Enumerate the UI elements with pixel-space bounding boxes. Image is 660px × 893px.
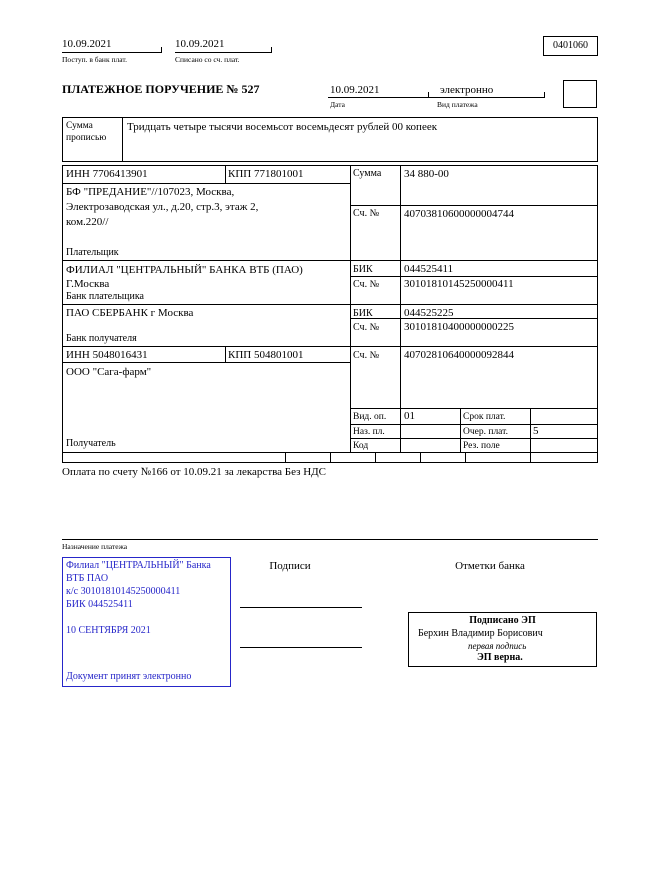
underline — [62, 52, 162, 53]
table-line — [62, 462, 598, 463]
table-line — [350, 165, 351, 452]
table-line — [62, 304, 598, 305]
purpose-label: Назначение платежа — [62, 542, 128, 551]
underline — [62, 539, 598, 540]
form-code-box: 0401060 — [543, 36, 598, 56]
esign-signer-name: Берхин Владимир Борисович — [418, 628, 543, 639]
date-received: 10.09.2021 — [62, 38, 112, 50]
amount-words-label: Сумма прописью — [66, 121, 107, 143]
payee-section-label: Получатель — [66, 438, 116, 449]
payee-inn: ИНН 5048016431 — [66, 349, 148, 361]
underline — [175, 52, 272, 53]
label-received: Поступ. в банк плат. — [62, 55, 127, 64]
table-line — [225, 346, 226, 362]
table-line — [350, 424, 598, 425]
payer-bank-account-label: Сч. № — [353, 279, 380, 290]
payee-account-label: Сч. № — [353, 350, 380, 361]
table-line — [400, 165, 401, 452]
table-line — [350, 408, 598, 409]
vid-op-value: 01 — [404, 410, 415, 422]
stamp-date: 10 СЕНТЯБРЯ 2021 — [66, 625, 151, 636]
label-kind: Вид платежа — [437, 100, 478, 109]
empty-code-box — [563, 80, 597, 108]
payee-bank-section-label: Банк получателя — [66, 333, 137, 344]
payer-bank-section-label: Банк плательщика — [66, 291, 144, 302]
payee-bank-name: ПАО СБЕРБАНК г Москва — [66, 307, 194, 319]
esign-title: Подписано ЭП — [469, 615, 536, 626]
tick-mark — [544, 92, 545, 98]
stamp-bank-name-line1: Филиал "ЦЕНТРАЛЬНЫЙ" Банка — [66, 560, 211, 571]
tick-mark — [271, 47, 272, 53]
payer-inn: ИНН 7706413901 — [66, 168, 148, 180]
tick-mark — [428, 92, 429, 98]
label-date: Дата — [330, 100, 345, 109]
kod-label: Код — [353, 441, 369, 451]
amount-words-value: Тридцать четыре тысячи восемьсот восемьдесят рублей 00 копеек — [127, 121, 438, 133]
srok-plat-label: Срок плат. — [463, 412, 506, 422]
table-line — [122, 117, 123, 162]
document-title: ПЛАТЕЖНОЕ ПОРУЧЕНИЕ № 527 — [62, 82, 260, 96]
payee-name: ООО "Сага-фарм" — [66, 366, 152, 378]
payee-bank-bik: 044525225 — [404, 307, 454, 319]
ocher-plat-value: 5 — [533, 425, 539, 437]
payer-bank-account: 30101810145250000411 — [404, 278, 514, 290]
label-debited: Списано со сч. плат. — [175, 55, 240, 64]
payer-account-label: Сч. № — [353, 208, 380, 219]
payer-bank-name: ФИЛИАЛ "ЦЕНТРАЛЬНЫЙ" БАНКА ВТБ (ПАО) Г.Москва — [66, 264, 303, 290]
tick-mark — [161, 47, 162, 53]
ocher-plat-label: Очер. плат. — [463, 427, 508, 437]
date-debited: 10.09.2021 — [175, 38, 225, 50]
vid-op-label: Вид. оп. — [353, 412, 387, 422]
purpose-text: Оплата по счету №166 от 10.09.21 за лекарства Без НДС — [62, 466, 327, 478]
table-line — [375, 452, 376, 462]
table-line — [62, 183, 350, 184]
esign-role: первая подпись — [468, 641, 527, 651]
payer-bank-bik-label: БИК — [353, 264, 373, 275]
table-line — [350, 276, 598, 277]
table-line — [350, 438, 598, 439]
esign-verified: ЭП верна. — [477, 652, 523, 663]
sum-value: 34 880-00 — [404, 168, 449, 180]
table-line — [460, 408, 461, 452]
payment-kind: электронно — [440, 84, 494, 96]
stamp-bank-name-line2: ВТБ ПАО — [66, 573, 109, 584]
sum-label: Сумма — [353, 168, 382, 179]
table-line — [350, 318, 598, 319]
payer-kpp: КПП 771801001 — [228, 168, 304, 180]
bank-marks-heading: Отметки банка — [455, 560, 525, 572]
table-line — [62, 260, 598, 261]
stamp-bik: БИК 044525411 — [66, 599, 133, 610]
table-line — [62, 165, 598, 166]
table-line — [350, 205, 598, 206]
stamp-status: Документ принят электронно — [66, 671, 192, 682]
signature-line — [240, 607, 362, 608]
table-line — [330, 452, 331, 462]
table-line — [597, 165, 598, 462]
payer-account: 40703810600000004744 — [404, 208, 514, 220]
payer-name: БФ "ПРЕДАНИЕ"//107023, Москва, Электрозаводская ул., д.20, стр.3, этаж 2, ком.220// — [66, 186, 259, 228]
naz-pl-label: Наз. пл. — [353, 427, 385, 437]
payee-kpp: КПП 504801001 — [228, 349, 304, 361]
payee-account: 40702810640000092844 — [404, 349, 514, 361]
document-date: 10.09.2021 — [330, 84, 380, 96]
table-line — [530, 408, 531, 452]
stamp-corr-account: к/с 30101810145250000411 — [66, 586, 181, 597]
rez-pole-label: Рез. поле — [463, 441, 500, 451]
table-line — [62, 362, 350, 363]
payer-bank-bik: 044525411 — [404, 263, 454, 275]
table-line — [465, 452, 466, 462]
payee-bank-account-label: Сч. № — [353, 322, 380, 333]
payee-bank-account: 30101810400000000225 — [404, 321, 514, 333]
signature-line — [240, 647, 362, 648]
table-line — [225, 165, 226, 183]
underline — [328, 97, 545, 98]
signatures-heading: Подписи — [269, 560, 311, 572]
table-line — [285, 452, 286, 462]
table-line — [420, 452, 421, 462]
payer-section-label: Плательщик — [66, 247, 119, 258]
table-line — [62, 165, 63, 462]
table-line — [62, 346, 598, 347]
table-line — [530, 452, 531, 462]
payee-bank-bik-label: БИК — [353, 308, 373, 319]
